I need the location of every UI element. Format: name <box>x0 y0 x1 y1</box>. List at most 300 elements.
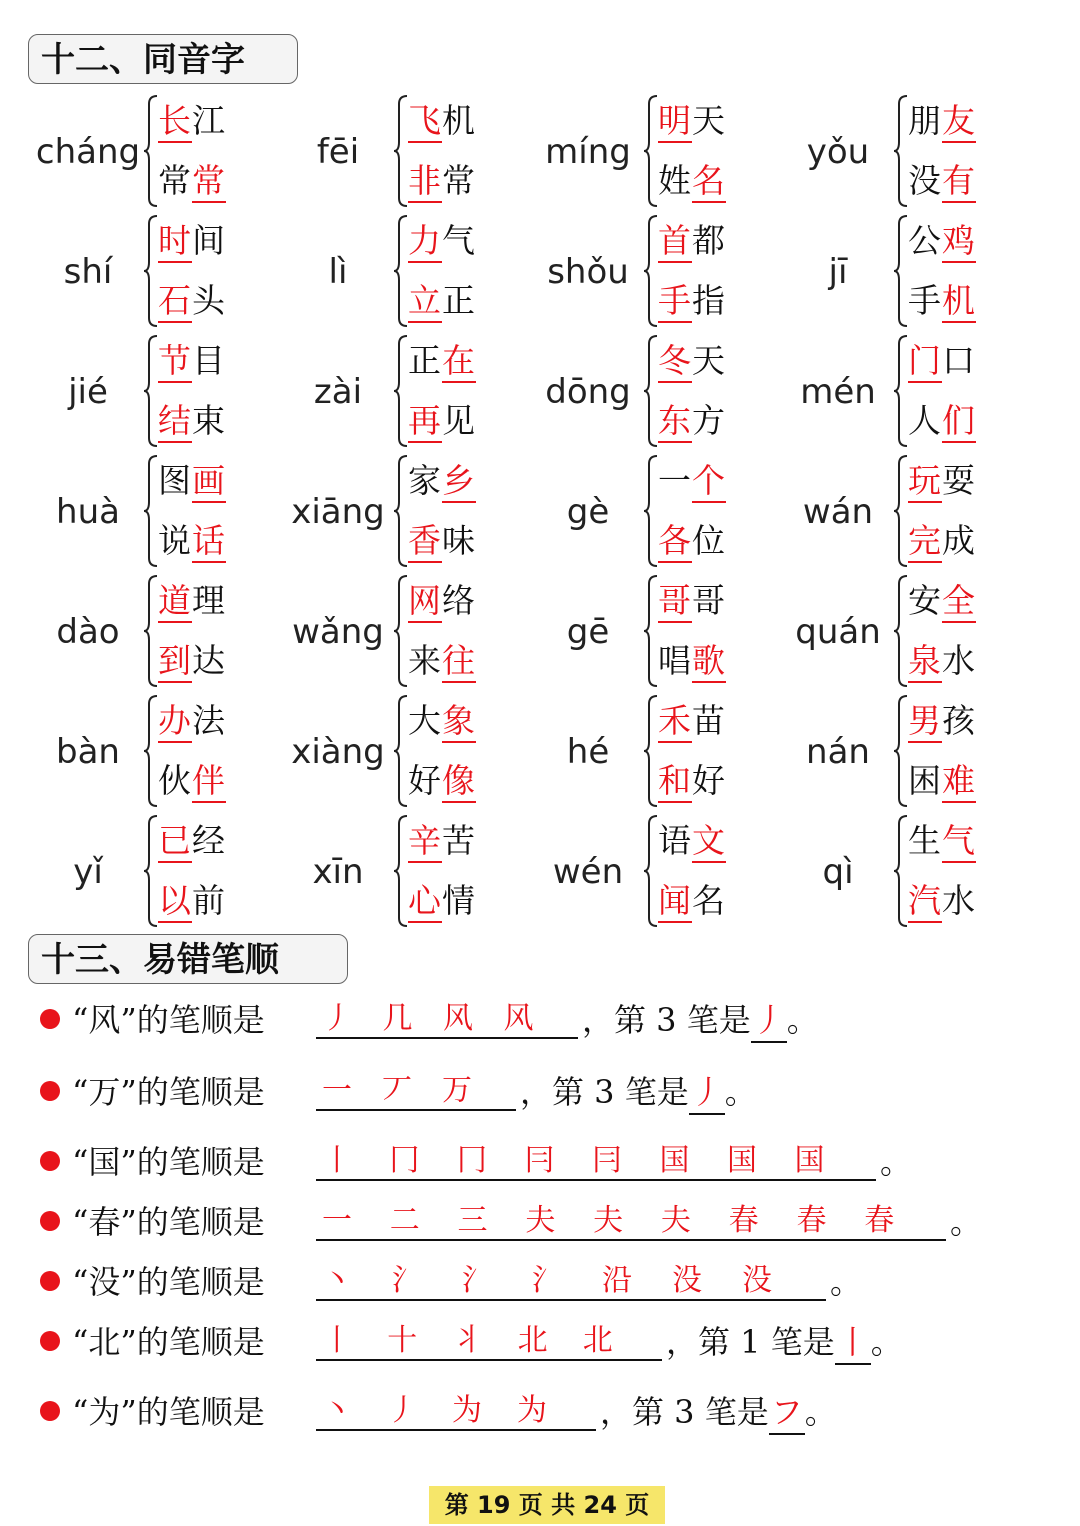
stroke-answer-blank <box>316 1315 662 1361</box>
target-character: 禾 <box>658 701 692 743</box>
target-character: 泉 <box>908 641 942 683</box>
homophone-word <box>158 218 226 264</box>
stroke-step: 沿 <box>602 1263 632 1298</box>
stroke-answer-blank <box>316 1135 876 1181</box>
homophone-word <box>908 158 976 204</box>
context-character: 间 <box>192 221 226 260</box>
brace-icon <box>644 334 658 448</box>
stroke-step: 没 <box>672 1263 702 1298</box>
homophone-word <box>658 578 726 624</box>
target-character: 长 <box>158 101 192 143</box>
homophone-word <box>908 878 976 924</box>
homophone-entry <box>530 572 780 692</box>
target-character: 气 <box>942 821 976 863</box>
stroke-step: 丿 <box>387 1393 417 1428</box>
target-character: 辛 <box>408 821 442 863</box>
stroke-step: 万 <box>442 1073 472 1108</box>
homophone-word <box>658 458 726 504</box>
homophone-word <box>408 278 476 324</box>
homophone-entry <box>530 692 780 812</box>
target-character: 友 <box>942 101 976 143</box>
context-character: 成 <box>942 521 976 560</box>
target-character: 各 <box>658 521 692 563</box>
homophone-word <box>158 158 226 204</box>
target-character: 再 <box>408 401 442 443</box>
pinyin-label: hé <box>566 732 610 772</box>
stroke-answer: 丿 <box>689 1067 725 1115</box>
homophone-entry <box>780 812 1030 932</box>
pinyin-label: huà <box>56 492 120 532</box>
pinyin-label: gē <box>566 612 610 652</box>
context-character: 经 <box>192 821 226 860</box>
homophone-entry <box>30 692 280 812</box>
target-character: 常 <box>192 161 226 203</box>
homophone-word <box>658 338 726 384</box>
homophone-word <box>408 818 476 864</box>
pinyin-label: qì <box>822 852 854 892</box>
pinyin-label: yǐ <box>73 852 103 892</box>
stroke-step: 没 <box>742 1263 772 1298</box>
homophone-word <box>658 698 726 744</box>
brace-icon <box>644 214 658 328</box>
stroke-step: 国 <box>659 1143 690 1178</box>
target-character: 玩 <box>908 461 942 503</box>
context-character: 生 <box>908 821 942 860</box>
bullet-icon <box>40 1401 60 1421</box>
pinyin-label: shí <box>63 252 113 292</box>
homophone-word <box>158 878 226 924</box>
brace-icon <box>394 814 408 928</box>
context-character: 天 <box>692 101 726 140</box>
target-character: 全 <box>942 581 976 623</box>
target-character: 文 <box>692 821 726 863</box>
target-character: 非 <box>408 161 442 203</box>
target-character: 难 <box>942 761 976 803</box>
target-character: 个 <box>692 461 726 503</box>
context-character: 口 <box>942 341 976 380</box>
context-character: 束 <box>192 401 226 440</box>
homophone-word <box>158 758 226 804</box>
homophone-entry <box>780 692 1030 812</box>
context-character: 都 <box>692 221 726 260</box>
homophone-word <box>158 458 226 504</box>
homophone-word <box>658 878 726 924</box>
context-character: 水 <box>942 641 976 680</box>
pinyin-label: yǒu <box>806 132 870 172</box>
context-character: 头 <box>192 281 226 320</box>
target-character: 闻 <box>658 881 692 923</box>
homophone-entry <box>30 452 280 572</box>
homophone-word <box>658 638 726 684</box>
target-character: 话 <box>192 521 226 563</box>
stroke-step: 春 <box>728 1203 759 1238</box>
context-character: 理 <box>192 581 226 620</box>
stroke-step: 氵 <box>392 1263 422 1298</box>
target-character: 男 <box>908 701 942 743</box>
homophone-entry <box>280 692 530 812</box>
bullet-icon <box>40 1151 60 1171</box>
stroke-row <box>0 985 1080 1045</box>
stroke-tail-prefix: ，第 3 笔是 <box>600 1393 769 1431</box>
homophone-word <box>158 698 226 744</box>
pinyin-label: lì <box>328 252 348 292</box>
homophone-word <box>408 578 476 624</box>
brace-icon <box>144 214 158 328</box>
stroke-tail-suffix: 。 <box>804 1393 837 1431</box>
context-character: 正 <box>442 281 476 320</box>
context-character: 气 <box>442 221 476 260</box>
target-character: 以 <box>158 881 192 923</box>
homophone-word <box>408 878 476 924</box>
context-character: 达 <box>192 641 226 680</box>
target-character: 办 <box>158 701 192 743</box>
homophone-entry <box>30 332 280 452</box>
target-character: 到 <box>158 641 192 683</box>
target-character: 机 <box>942 281 976 323</box>
homophone-entry <box>30 92 280 212</box>
homophone-word <box>658 518 726 564</box>
context-character: 大 <box>408 701 442 740</box>
context-character: 目 <box>192 341 226 380</box>
stroke-question: “风”的笔顺是 <box>72 1001 265 1039</box>
brace-icon <box>894 94 908 208</box>
target-character: 冬 <box>658 341 692 383</box>
homophone-word <box>158 398 226 444</box>
homophone-entry <box>30 212 280 332</box>
context-character: 家 <box>408 461 442 500</box>
stroke-tail-suffix: 。 <box>880 1143 913 1181</box>
target-character: 往 <box>442 641 476 683</box>
pinyin-label: xīn <box>312 852 364 892</box>
homophone-entry <box>780 332 1030 452</box>
stroke-answer: 丨 <box>835 1317 871 1365</box>
context-character: 机 <box>442 101 476 140</box>
brace-icon <box>644 454 658 568</box>
stroke-answer-blank <box>316 1195 946 1241</box>
context-character: 安 <box>908 581 942 620</box>
stroke-step: 丆 <box>382 1073 412 1108</box>
bullet-icon <box>40 1009 60 1029</box>
homophone-word <box>658 98 726 144</box>
pinyin-label: dào <box>56 612 120 652</box>
context-character: 水 <box>942 881 976 920</box>
bullet-icon <box>40 1081 60 1101</box>
pinyin-label: xiàng <box>291 732 385 772</box>
stroke-step: 为 <box>452 1393 482 1428</box>
target-character: 歌 <box>692 641 726 683</box>
brace-icon <box>144 574 158 688</box>
target-character: 东 <box>658 401 692 443</box>
context-character: 天 <box>692 341 726 380</box>
context-character: 孩 <box>942 701 976 740</box>
context-character: 困 <box>908 761 942 800</box>
brace-icon <box>894 454 908 568</box>
stroke-answer-blank <box>316 1065 516 1111</box>
brace-icon <box>394 574 408 688</box>
target-character: 有 <box>942 161 976 203</box>
target-character: 飞 <box>408 101 442 143</box>
homophone-word <box>658 278 726 324</box>
stroke-step: 国 <box>727 1143 757 1178</box>
homophone-word <box>408 218 476 264</box>
stroke-step: 丿 <box>322 1001 352 1036</box>
target-character: 已 <box>158 821 192 863</box>
homophone-entry <box>280 572 530 692</box>
context-character: 唱 <box>658 641 692 680</box>
target-character: 心 <box>408 881 442 923</box>
homophone-word <box>408 698 476 744</box>
target-character: 首 <box>658 221 692 263</box>
context-character: 耍 <box>942 461 976 500</box>
pinyin-label: wǎng <box>292 612 384 652</box>
homophone-word <box>408 518 476 564</box>
target-character: 像 <box>442 761 476 803</box>
stroke-step: 十 <box>387 1323 418 1358</box>
pinyin-label: wán <box>802 492 874 532</box>
bullet-icon <box>40 1211 60 1231</box>
brace-icon <box>144 814 158 928</box>
homophone-word <box>158 818 226 864</box>
context-character: 前 <box>192 881 226 920</box>
homophone-word <box>158 578 226 624</box>
stroke-step: 一 <box>322 1203 352 1238</box>
stroke-row <box>0 1057 1080 1117</box>
stroke-step: 春 <box>864 1203 895 1238</box>
context-character: 好 <box>408 761 442 800</box>
stroke-tail-suffix: 。 <box>870 1323 903 1361</box>
homophone-word <box>158 98 226 144</box>
homophone-word <box>908 398 976 444</box>
homophone-entry <box>280 332 530 452</box>
context-character: 人 <box>908 401 942 440</box>
stroke-tail <box>830 1257 862 1303</box>
target-character: 力 <box>408 221 442 263</box>
stroke-tail <box>666 1317 903 1365</box>
stroke-tail <box>582 995 819 1043</box>
pinyin-label: zài <box>313 372 363 412</box>
pinyin-label: fēi <box>316 132 360 172</box>
stroke-tail <box>950 1197 982 1243</box>
stroke-step: 风 <box>443 1001 473 1036</box>
brace-icon <box>894 334 908 448</box>
stroke-step: 二 <box>389 1203 420 1238</box>
stroke-step: 丨 <box>322 1143 352 1178</box>
stroke-step: 冂 <box>389 1143 420 1178</box>
stroke-tail-prefix: ，第 1 笔是 <box>666 1323 835 1361</box>
pinyin-label: míng <box>545 132 631 172</box>
page-footer: 第 19 页 共 24 页 <box>429 1486 665 1524</box>
homophone-entry <box>30 812 280 932</box>
brace-icon <box>394 94 408 208</box>
context-character: 图 <box>158 461 192 500</box>
homophone-word <box>658 218 726 264</box>
homophone-word <box>158 278 226 324</box>
target-character: 立 <box>408 281 442 323</box>
brace-icon <box>644 814 658 928</box>
stroke-step: 夫 <box>660 1203 691 1238</box>
context-character: 情 <box>442 881 476 920</box>
target-character: 象 <box>442 701 476 743</box>
brace-icon <box>144 694 158 808</box>
homophone-word <box>408 158 476 204</box>
homophone-word <box>908 698 976 744</box>
brace-icon <box>144 334 158 448</box>
section-13-title: 十三、易错笔顺 <box>28 934 348 984</box>
context-character: 苦 <box>442 821 476 860</box>
stroke-question: “春”的笔顺是 <box>72 1203 265 1241</box>
context-character: 好 <box>692 761 726 800</box>
brace-icon <box>644 694 658 808</box>
stroke-step: 国 <box>794 1143 825 1178</box>
context-character: 手 <box>908 281 942 320</box>
stroke-question: “没”的笔顺是 <box>72 1263 265 1301</box>
stroke-step: 丶 <box>322 1263 352 1298</box>
pinyin-label: quán <box>795 612 881 652</box>
stroke-step: 氵 <box>462 1263 492 1298</box>
stroke-answer: 丿 <box>751 995 787 1043</box>
stroke-tail <box>520 1067 757 1115</box>
stroke-step: 丬 <box>452 1323 483 1358</box>
context-character: 哥 <box>692 581 726 620</box>
context-character: 指 <box>692 281 726 320</box>
stroke-step: 丶 <box>322 1393 352 1428</box>
stroke-answer-blank <box>316 1385 596 1431</box>
target-character: 哥 <box>658 581 692 623</box>
stroke-question: “为”的笔顺是 <box>72 1393 265 1431</box>
context-character: 江 <box>192 101 226 140</box>
bullet-icon <box>40 1331 60 1351</box>
stroke-tail-suffix: 。 <box>830 1263 863 1301</box>
homophone-entry <box>530 452 780 572</box>
context-character: 方 <box>692 401 726 440</box>
bullet-icon <box>40 1271 60 1291</box>
pinyin-label: xiāng <box>291 492 385 532</box>
brace-icon <box>894 814 908 928</box>
stroke-step: 北 <box>582 1323 613 1358</box>
brace-icon <box>144 94 158 208</box>
homophone-word <box>408 338 476 384</box>
pinyin-label: jī <box>828 252 848 292</box>
context-character: 位 <box>692 521 726 560</box>
pinyin-label: shǒu <box>547 252 629 292</box>
stroke-step: 一 <box>322 1073 352 1108</box>
stroke-tail-suffix: 。 <box>724 1073 757 1111</box>
homophone-entry <box>530 812 780 932</box>
stroke-row <box>0 1187 1080 1247</box>
target-character: 完 <box>908 521 942 563</box>
homophone-word <box>658 398 726 444</box>
target-character: 道 <box>158 581 192 623</box>
section-12-title: 十二、同音字 <box>28 34 298 84</box>
homophone-entry <box>280 212 530 332</box>
homophone-entry <box>530 332 780 452</box>
context-character: 说 <box>158 521 192 560</box>
homophone-word <box>158 338 226 384</box>
target-character: 和 <box>658 761 692 803</box>
stroke-row <box>0 1247 1080 1307</box>
homophone-entry <box>780 452 1030 572</box>
stroke-row <box>0 1127 1080 1187</box>
homophone-word <box>658 758 726 804</box>
pinyin-label: mén <box>800 372 876 412</box>
homophone-word <box>908 218 976 264</box>
pinyin-label: cháng <box>35 132 141 172</box>
brace-icon <box>394 214 408 328</box>
context-character: 朋 <box>908 101 942 140</box>
pinyin-label: bàn <box>56 732 120 772</box>
stroke-answer-blank <box>316 1255 826 1301</box>
stroke-step: 氵 <box>532 1263 562 1298</box>
context-character: 来 <box>408 641 442 680</box>
brace-icon <box>894 574 908 688</box>
context-character: 法 <box>192 701 226 740</box>
homophone-entry <box>280 452 530 572</box>
stroke-question: “北”的笔顺是 <box>72 1323 265 1361</box>
stroke-step: 夫 <box>593 1203 624 1238</box>
homophone-entry <box>780 212 1030 332</box>
homophone-word <box>658 818 726 864</box>
context-character: 没 <box>908 161 942 200</box>
context-character: 公 <box>908 221 942 260</box>
target-character: 网 <box>408 581 442 623</box>
homophone-word <box>908 278 976 324</box>
stroke-tail <box>600 1387 837 1435</box>
context-character: 味 <box>442 521 476 560</box>
homophone-word <box>908 818 976 864</box>
stroke-tail <box>880 1137 912 1183</box>
homophone-word <box>158 518 226 564</box>
target-character: 节 <box>158 341 192 383</box>
stroke-row <box>0 1377 1080 1437</box>
homophone-word <box>908 518 976 564</box>
brace-icon <box>394 694 408 808</box>
stroke-step: 几 <box>382 1001 413 1036</box>
context-character: 姓 <box>658 161 692 200</box>
homophone-word <box>908 338 976 384</box>
target-character: 明 <box>658 101 692 143</box>
stroke-step: 冂 <box>457 1143 487 1178</box>
homophone-entry <box>780 572 1030 692</box>
context-character: 语 <box>658 821 692 860</box>
homophone-entry <box>30 572 280 692</box>
stroke-answer: フ <box>769 1387 805 1435</box>
pinyin-label: dōng <box>545 372 631 412</box>
brace-icon <box>394 334 408 448</box>
homophone-word <box>908 98 976 144</box>
stroke-step: 冃 <box>592 1143 622 1178</box>
stroke-step: 春 <box>796 1203 827 1238</box>
homophone-word <box>158 638 226 684</box>
homophone-word <box>408 758 476 804</box>
brace-icon <box>644 94 658 208</box>
stroke-step: 为 <box>517 1393 547 1428</box>
stroke-tail-prefix: ，第 3 笔是 <box>520 1073 689 1111</box>
homophone-entry <box>530 92 780 212</box>
context-character: 见 <box>442 401 476 440</box>
context-character: 络 <box>442 581 476 620</box>
target-character: 汽 <box>908 881 942 923</box>
target-character: 手 <box>658 281 692 323</box>
homophone-word <box>408 398 476 444</box>
pinyin-label: nán <box>806 732 870 772</box>
stroke-tail-suffix: 。 <box>786 1001 819 1039</box>
context-character: 正 <box>408 341 442 380</box>
target-character: 香 <box>408 521 442 563</box>
target-character: 画 <box>192 461 226 503</box>
target-character: 在 <box>442 341 476 383</box>
stroke-question: “万”的笔顺是 <box>72 1073 265 1111</box>
context-character: 名 <box>692 881 726 920</box>
